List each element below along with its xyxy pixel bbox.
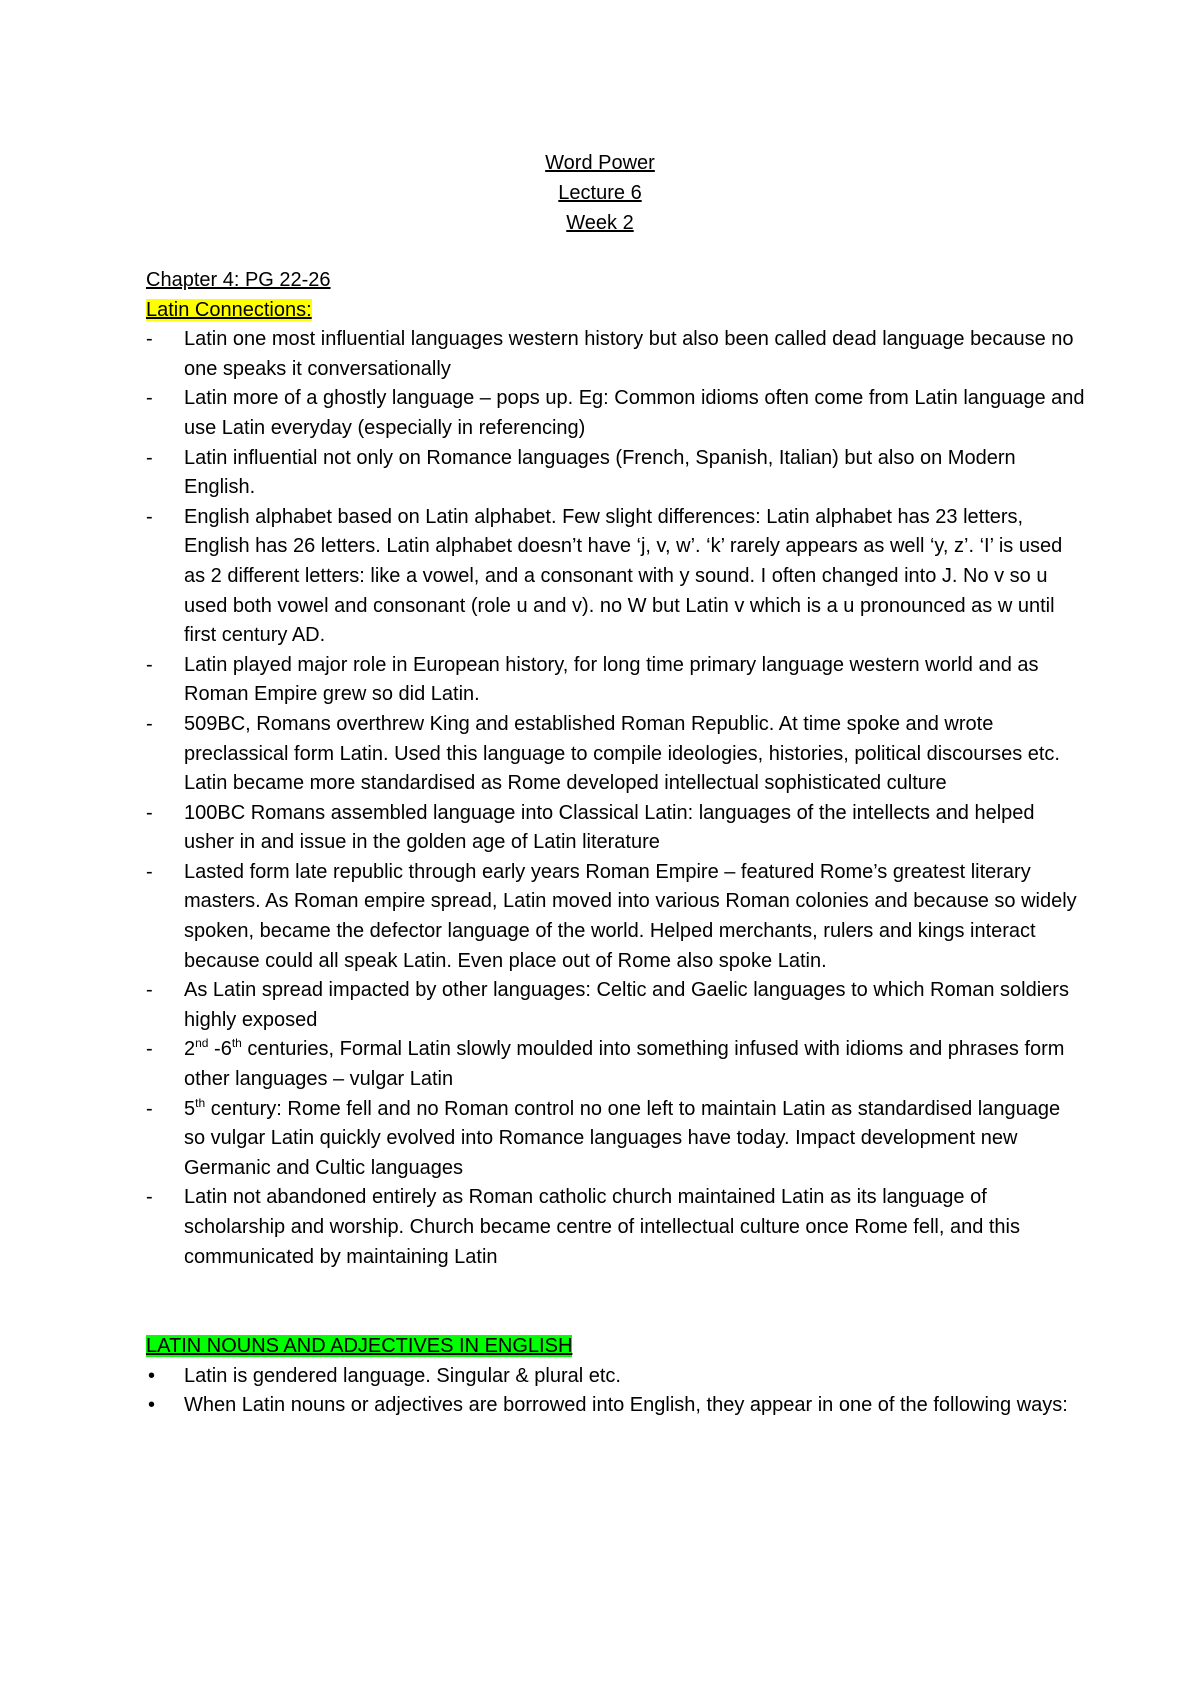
list-item-text: Latin played major role in European history, for long time primary language western world and as Roman Empire grew so did Latin. — [184, 653, 1039, 706]
dash-marker: - — [146, 505, 153, 528]
list-item-text: Lasted form late republic through early years Roman Empire – featured Rome’s greatest literary masters. As Roman empire spread, Latin moved into various Roman colonies and because so widely spoken, became the defector language of the world. Helped merchants, rulers and kings interact because could all speak Latin. Even place out of Rome also spoke Latin. — [184, 860, 1077, 972]
list-item-text: 100BC Romans assembled language into Classical Latin: languages of the intellects and helped usher in and issue in the golden age of Latin literature — [184, 801, 1035, 854]
latin-connections-heading — [146, 296, 1086, 326]
list-item-text: Latin is gendered language. Singular & plural etc. — [184, 1364, 621, 1387]
ordinal-suffix: th — [195, 1095, 206, 1110]
century-number: -6 — [208, 1038, 232, 1061]
dash-marker: - — [146, 387, 153, 410]
dash-marker: - — [146, 446, 153, 469]
list-item — [146, 1362, 1086, 1392]
list-item-text — [184, 1095, 1061, 1179]
list-item-text: English alphabet based on Latin alphabet. Few slight differences: Latin alphabet has 23 letters, English has 26 letters. Latin alphabet doesn’t have ‘j, v, w’. ‘k’ rarely appears as well ‘y, z’. ‘I’ is used as 2 different letters: like a vowel, and a consonant with y sound. I often changed into J. No v so u used both vowel and consonant (role u and v). no W but Latin v which is a u pronounced as w until first century AD. — [184, 505, 1063, 647]
list-item — [146, 1183, 1086, 1272]
list-item-text: Latin more of a ghostly language – pops up. Eg: Common idioms often come from Latin language and use Latin everyday (especially in referencing) — [184, 387, 1085, 439]
list-item — [146, 858, 1086, 976]
dash-marker: - — [146, 653, 153, 676]
list-item — [146, 976, 1086, 1035]
latin-connections-list — [146, 325, 1086, 1272]
list-item-text: Latin not abandoned entirely as Roman catholic church maintained Latin as its language of scholarship and worship. Church became centre of intellectual culture once Rome fell, and this communicated by maintaining Latin — [184, 1186, 1020, 1268]
list-item-text-rest: century: Rome fell and no Roman control no one left to maintain Latin as standardised language so vulgar Latin quickly evolved into Romance languages have today. Impact development new Germanic and Cultic languages — [184, 1097, 1061, 1179]
list-item-text — [184, 1038, 1064, 1090]
list-item — [146, 325, 1086, 384]
dash-marker: - — [146, 979, 153, 1002]
list-item-text: Latin influential not only on Romance languages (French, Spanish, Italian) but also on Modern English. — [184, 446, 1016, 499]
list-item — [146, 1391, 1086, 1421]
list-item — [146, 503, 1086, 651]
dash-marker: - — [146, 860, 153, 883]
highlighted-subheading: Latin Connections: — [146, 298, 312, 321]
bullet-dot-icon: • — [148, 1394, 156, 1417]
dash-marker: - — [146, 328, 153, 351]
section-spacer — [146, 1272, 1086, 1332]
list-item-text: As Latin spread impacted by other languages: Celtic and Gaelic languages to which Roman soldiers highly exposed — [184, 979, 1069, 1031]
lecture-label: Lecture 6 — [558, 182, 642, 204]
list-item — [146, 1095, 1086, 1184]
list-item-text: When Latin nouns or adjectives are borrowed into English, they appear in one of the following ways: — [184, 1394, 1068, 1417]
document-body — [146, 266, 1086, 1421]
list-item-text: Latin one most influential languages western history but also been called dead language because no one speaks it conversationally — [184, 328, 1074, 380]
list-item — [146, 444, 1086, 503]
dash-marker: - — [146, 1038, 153, 1061]
highlighted-section-heading: LATIN NOUNS AND ADJECTIVES IN ENGLISH — [146, 1335, 573, 1358]
century-number: 5 — [184, 1097, 196, 1120]
dash-marker: - — [146, 712, 153, 735]
list-item — [146, 384, 1086, 443]
dash-marker: - — [146, 801, 153, 824]
century-number: 2 — [184, 1038, 196, 1061]
ordinal-suffix: nd — [195, 1036, 209, 1051]
nouns-section-heading — [146, 1332, 1086, 1362]
week-label: Week 2 — [566, 212, 634, 234]
document-title-block — [0, 148, 1200, 238]
list-item — [146, 799, 1086, 858]
dash-marker: - — [146, 1097, 153, 1120]
ordinal-suffix: th — [231, 1036, 242, 1051]
list-item — [146, 710, 1086, 799]
list-item-text: 509BC, Romans overthrew King and established Roman Republic. At time spoke and wrote preclassical form Latin. Used this language to compile ideologies, histories, political discourses etc. Latin became more standardised as Rome developed intellectual sophisticated culture — [184, 712, 1060, 795]
list-item — [146, 1035, 1086, 1094]
chapter-heading: Chapter 4: PG 22-26 — [146, 269, 331, 291]
bullet-dot-icon: • — [148, 1364, 156, 1387]
document-title: Word Power — [545, 152, 655, 174]
list-item-text-rest: centuries, Formal Latin slowly moulded into something infused with idioms and phrases form other languages – vulgar Latin — [184, 1038, 1065, 1091]
nouns-list — [146, 1362, 1086, 1421]
list-item — [146, 651, 1086, 710]
dash-marker: - — [146, 1186, 153, 1209]
